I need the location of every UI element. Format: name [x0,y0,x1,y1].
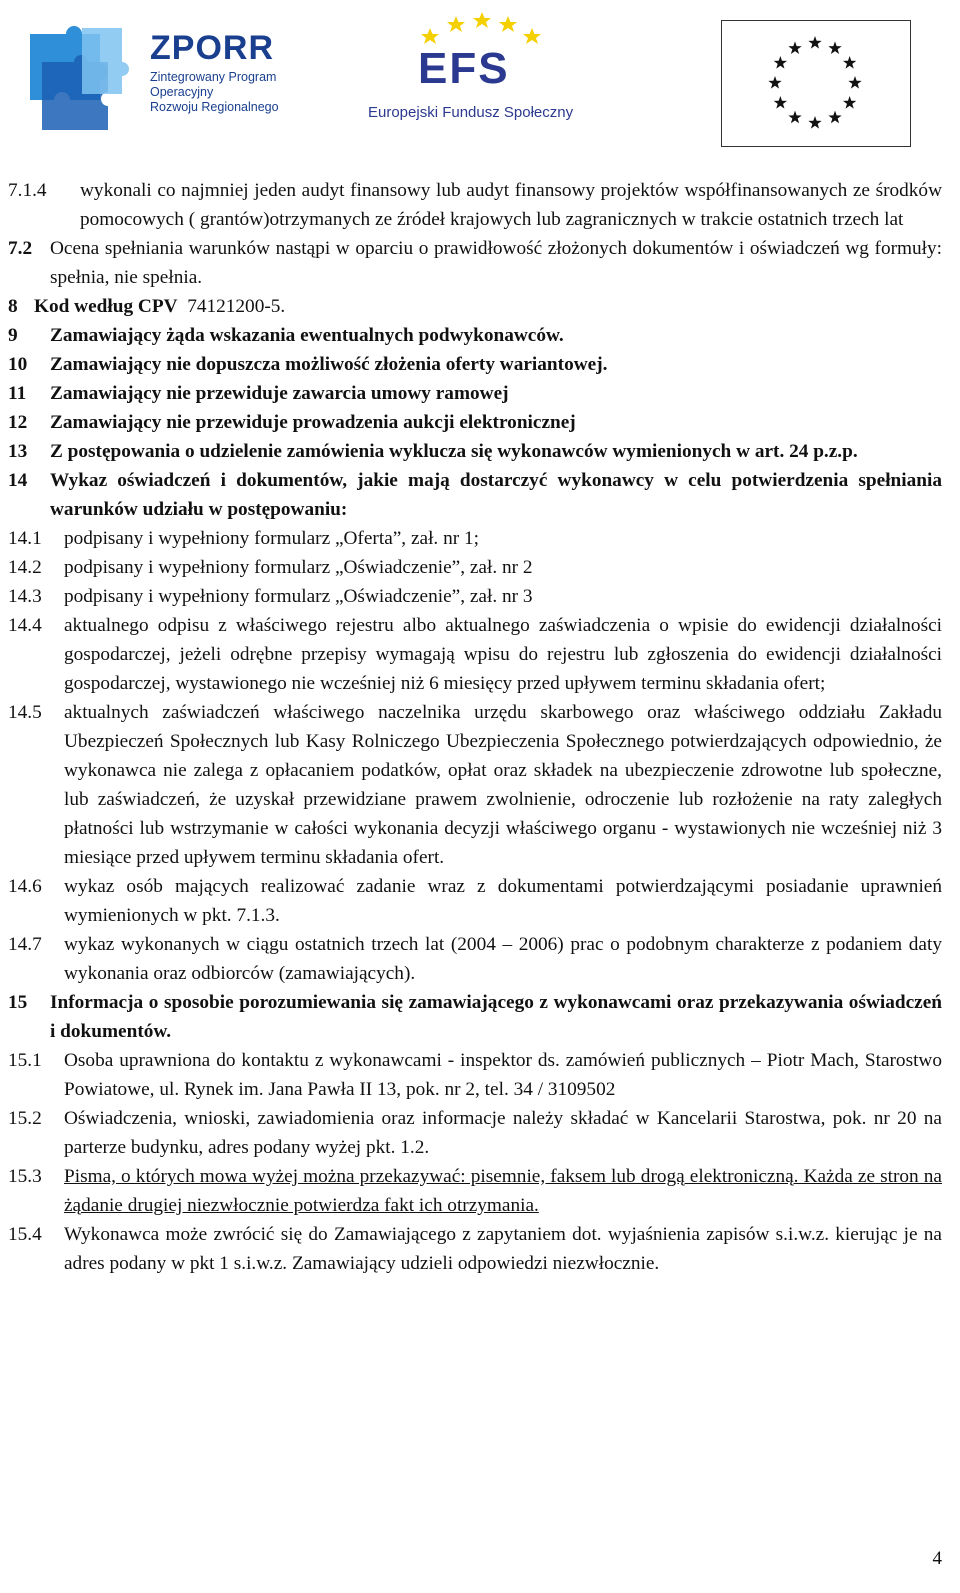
list-item [8,408,942,437]
eu-star [788,111,801,124]
item-text: Osoba uprawniona do kontaktu z wykonawcami - inspektor ds. zamówień publicznych – Piotr Mach, Starostwo Powiatowe, ul. Rynek im. Jana Pawła II 13, pok. nr 2, tel. 34 / 3109502 [64,1050,942,1100]
item-number: 15.4 [8,1224,42,1245]
list-item [8,176,942,234]
efs-full-name: Europejski Fundusz Społeczny [368,104,574,121]
efs-name: EFS [418,44,510,93]
item-number: 15 [8,992,28,1013]
zporr-subtitle: Zintegrowany Program Operacyjny Rozwoju Regionalnego [150,70,279,114]
list-item [8,872,942,930]
item-number: 14.2 [8,557,42,578]
eu-star [808,116,821,129]
item-text: wykaz wykonanych w ciągu ostatnich trzech lat (2004 – 2006) prac o podobnym charakterze z podaniem daty wykonania oraz odbiorców (zamawiających). [64,934,942,984]
item-text: Zamawiający nie przewiduje zawarcia umowy ramowej [50,383,509,404]
cpv-code: 74121200-5. [187,296,286,317]
eu-star [828,111,841,124]
list-item [8,698,942,872]
item-text: Zamawiający nie przewiduje prowadzenia aukcji elektronicznej [50,412,576,433]
item-text: podpisany i wypełniony formularz „Oferta”, zał. nr 1; [64,528,479,549]
eu-star [768,76,781,89]
eu-star [843,56,856,69]
item-number: 9 [8,325,18,346]
list-item [8,466,942,524]
item-number: 15.2 [8,1108,42,1129]
list-item [8,379,942,408]
item-text: podpisany i wypełniony formularz „Oświadczenie”, zał. nr 3 [64,586,533,607]
eu-stars-icon [722,21,909,145]
document-body [8,176,942,1278]
item-number: 7.1.4 [8,180,47,201]
eu-star [808,36,821,49]
stars-arc-icon [368,6,598,46]
item-text: Zamawiający żąda wskazania ewentualnych podwykonawców. [50,325,564,346]
item-text: Wykaz oświadczeń i dokumentów, jakie mają dostarczyć wykonawcy w celu potwierdzenia spełniania warunków udziału w postępowaniu: [50,470,942,520]
efs-logo [368,6,598,131]
item-number: 14.1 [8,528,42,549]
page-header [0,0,960,160]
zporr-name: ZPORR [150,29,274,67]
eu-star [774,96,787,109]
item-number: 13 [8,441,28,462]
page-number: 4 [932,1548,942,1569]
item-text: Kod według CPV [34,296,178,317]
item-text: Z postępowania o udzielenie zamówienia wyklucza się wykonawców wymienionych w art. 24 p.z.p. [50,441,858,462]
eu-star [848,76,861,89]
item-text: podpisany i wypełniony formularz „Oświadczenie”, zał. nr 2 [64,557,533,578]
eu-star [828,41,841,54]
item-text: Oświadczenia, wnioski, zawiadomienia oraz informacje należy składać w Kancelarii Starostwa, pok. nr 20 na parterze budynku, adres podany wyżej pkt. 1.2. [64,1108,942,1158]
item-number: 10 [8,354,28,375]
list-item [8,1046,942,1104]
list-item [8,234,942,292]
eu-flag [721,20,911,147]
item-number: 12 [8,412,28,433]
list-item [8,611,942,698]
item-number: 14 [8,470,28,491]
item-text: Pisma, o których mowa wyżej można przekazywać: pisemnie, faksem lub drogą elektroniczną. Każda ze stron na żądanie drugiej niezwłocznie potwierdza fakt ich otrzymania. [64,1166,942,1216]
item-number: 14.7 [8,934,42,955]
item-text: aktualnego odpisu z właściwego rejestru albo aktualnego zaświadczenia o wpisie do ewidencji działalności gospodarczej, jeżeli odrębne przepisy wymagają wpisu do rejestru lub zgłoszenia do ewidencji działalności gospodarczej, wystawionego nie wcześniej niż 6 miesięcy przed upływem terminu składania ofert; [64,615,942,694]
list-item [8,524,942,553]
item-text: wykonali co najmniej jeden audyt finansowy lub audyt finansowy projektów współfinansowanych ze środków pomocowych ( grantów)otrzymanych ze źródeł krajowych lub zagranicznych w trakcie ostatnich trzech lat [80,180,942,230]
item-number: 14.6 [8,876,42,897]
item-text: Wykonawca może zwrócić się do Zamawiającego z zapytaniem dot. wyjaśnienia zapisów s.i.w.z. kierując je na adres podany w pkt 1 s.i.w.z. Zamawiający udzieli odpowiedzi niezwłocznie. [64,1224,942,1274]
item-number: 11 [8,383,27,404]
eu-star [843,96,856,109]
list-item [8,1104,942,1162]
item-number: 7.2 [8,238,33,259]
item-number: 15.3 [8,1166,42,1187]
list-item [8,321,942,350]
list-item [8,582,942,611]
eu-star [788,41,801,54]
list-item [8,437,942,466]
puzzle-icon [22,22,142,132]
item-text: Informacja o sposobie porozumiewania się zamawiającego z wykonawcami oraz przekazywania oświadczeń i dokumentów. [50,992,942,1042]
list-item [8,988,942,1046]
item-number: 14.4 [8,615,42,636]
item-text: wykaz osób mających realizować zadanie wraz z dokumentami potwierdzającymi posiadanie uprawnień wymienionych w pkt. 7.1.3. [64,876,942,926]
item-text: aktualnych zaświadczeń właściwego naczelnika urzędu skarbowego oraz właściwego oddziału Zakładu Ubezpieczeń Społecznych lub Kasy Rolniczego Ubezpieczenia Społecznego potwierdzających odpowiednio, że wykonawca nie zalega z opłacaniem podatków, opłat oraz składek na ubezpieczenie zdrowotne lub społeczne, lub zaświadczeń, że uzyskał przewidziane prawem zwolnienie, odroczenie lub rozłożenie na raty zaległych płatności lub wstrzymanie w całości wykonania decyzji właściwego organu - wystawionych nie wcześniej niż 3 miesiące przed upływem terminu składania ofert. [64,702,942,868]
item-number: 15.1 [8,1050,42,1071]
list-item [8,350,942,379]
zporr-logo [22,22,302,132]
eu-star [774,56,787,69]
list-item [8,930,942,988]
list-item [8,1162,942,1220]
item-text: Zamawiający nie dopuszcza możliwość złożenia oferty wariantowej. [50,354,608,375]
item-number: 14.5 [8,702,42,723]
list-item [8,553,942,582]
list-item [8,1220,942,1278]
item-number: 14.3 [8,586,42,607]
list-item [8,292,942,321]
item-number: 8 [8,296,18,317]
item-text: Ocena spełniania warunków nastąpi w oparciu o prawidłowość złożonych dokumentów i oświadczeń wg formuły: spełnia, nie spełnia. [50,238,942,288]
